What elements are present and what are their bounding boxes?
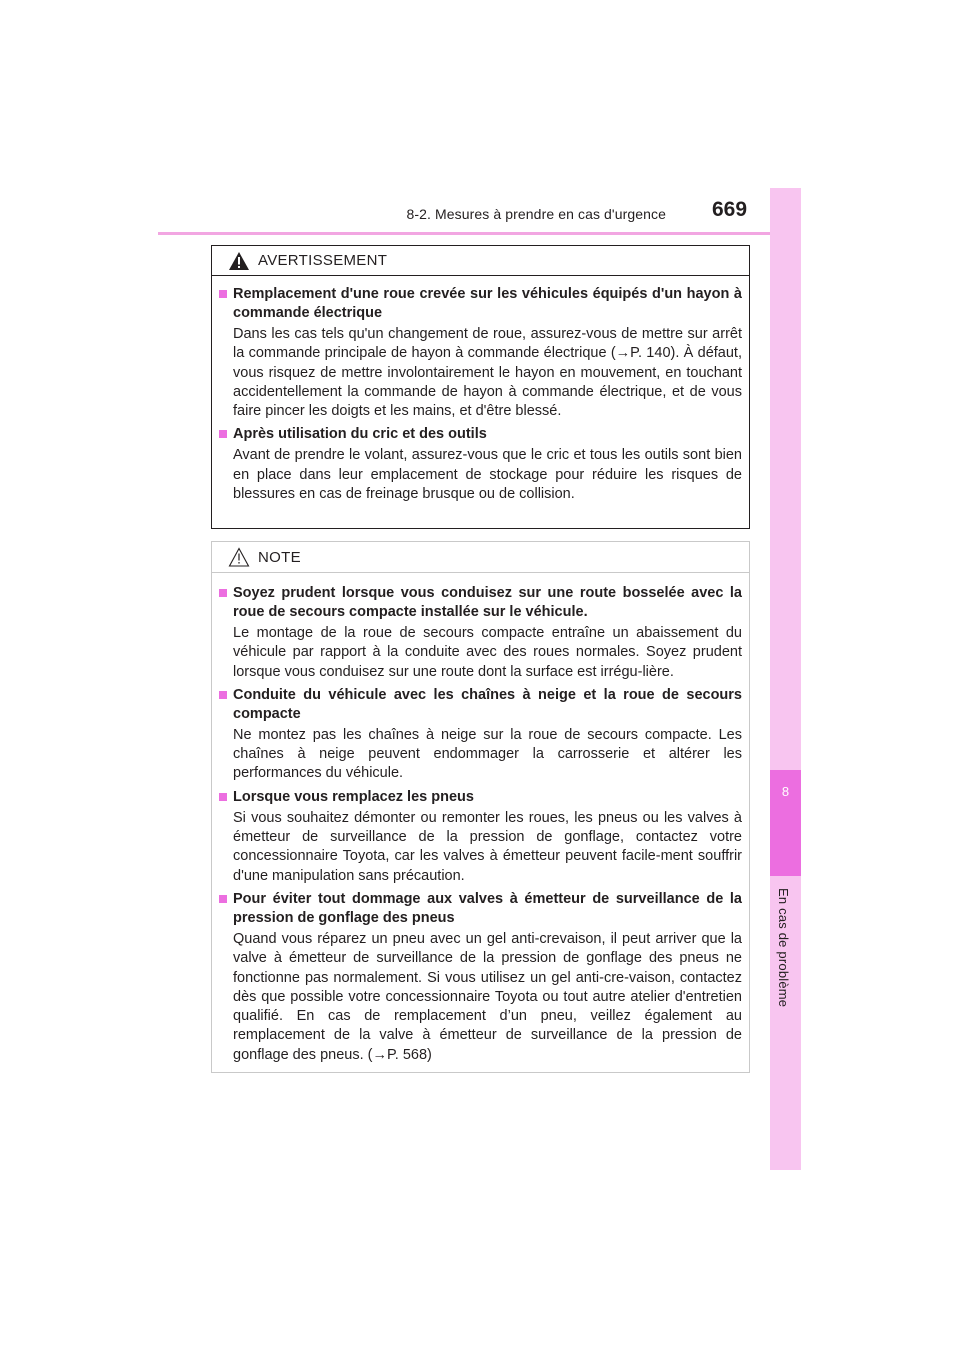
section-title: 8-2. Mesures à prendre en cas d'urgence (406, 206, 666, 222)
bullet-square-icon (219, 430, 227, 438)
note-item-title-row (217, 584, 742, 622)
note-item (217, 584, 742, 682)
note-item-title: Conduite du véhicule avec les chaînes à neige et la roue de secours compacte (233, 686, 742, 722)
warning-item-title: Après utilisation du cric et des outils (233, 426, 487, 443)
caution-triangle-icon (228, 547, 250, 567)
bullet-square-icon (219, 691, 227, 699)
warning-body (212, 276, 749, 504)
chapter-number-box (770, 770, 801, 876)
warning-item-title-row (217, 425, 742, 444)
warning-item-title: Remplacement d'une roue crevée sur les véhicules équipés d'un hayon à commande électrique (233, 286, 742, 321)
chapter-number: 8 (781, 784, 790, 799)
warning-triangle-icon (228, 251, 250, 271)
warning-item-title-row (217, 285, 742, 323)
header-rule (158, 232, 800, 235)
note-item-text: Ne montez pas les chaînes à neige sur la roue de secours compacte. Les chaînes à neige peuvent endommager la carrosserie et altérer les performances du véhicule. (233, 726, 742, 782)
page-number: 669 (712, 198, 748, 221)
note-label: NOTE (258, 548, 301, 566)
note-item-text: Quand vous réparez un pneu avec un gel anti-crevaison, il peut arriver que la valve à émetteur de surveillance de la pression de gonflage des pneus ne fonctionne pas normalement. Si vous utilisez un gel anti-cre-vaison, contactez dès que possible votre concessionnaire Toyota ou tout autre atelier d'entretien qualifié. En cas de remplacement d’un pneu, veillez également au remplacement de la valve à émetteur de surveillance de la pression de gonflage des pneus. (→P. 568) (233, 930, 742, 1063)
note-item-title-row (217, 686, 742, 724)
note-item-title: Soyez prudent lorsque vous conduisez sur une route bosselée avec la roue de secours compacte installée sur le véhicule. (233, 585, 742, 620)
warning-box (211, 245, 750, 529)
note-item-title: Pour éviter tout dommage aux valves à émetteur de surveillance de la pression de gonflage des pneus (233, 890, 742, 926)
warning-item-text: Dans les cas tels qu'un changement de roue, assurez-vous de mettre sur arrêt la commande principale de hayon à commande électrique (→P. 140). À défaut, vous risquez de mettre involontairement le hayon en mouvement, en touchant accidentellement la commande de hayon à commande électrique, et de vous faire pincer les doigts et les mains, et d'être blessé. (233, 326, 742, 420)
bullet-square-icon (219, 290, 227, 298)
note-item-title-row (217, 890, 742, 928)
warning-item (217, 425, 742, 504)
note-item-title-row (217, 788, 742, 807)
note-item-text: Si vous souhaitez démonter ou remonter les roues, les pneus ou les valves à émetteur de surveillance de la pression de gonflage, contactez votre concessionnaire Toyota, car les valves à émetteur peuvent facile-ment souffrir d'une manipulation sans précaution. (233, 809, 742, 884)
note-body (212, 573, 749, 1065)
note-header (212, 542, 749, 573)
warning-item (217, 285, 742, 421)
warning-item-text: Avant de prendre le volant, assurez-vous que le cric et tous les outils sont bien en place dans leur emplacement de stockage pour réduire les risques de blessures en cas de freinage brusque ou de collision. (233, 447, 742, 503)
note-item (217, 686, 742, 784)
note-item (217, 890, 742, 1065)
note-item-text: Le montage de la roue de secours compacte entraîne un abaissement du véhicule par rapport à la conduite avec des roues normales. Soyez prudent lorsque vous conduisez sur une route dont la surface est irrégu-lière. (233, 625, 742, 680)
bullet-square-icon (219, 589, 227, 597)
bullet-square-icon (219, 895, 227, 903)
bullet-square-icon (219, 793, 227, 801)
warning-header (212, 246, 749, 276)
chapter-label: En cas de problème (776, 888, 791, 1008)
note-box (211, 541, 750, 1073)
note-item-title: Lorsque vous remplacez les pneus (233, 788, 474, 805)
chapter-side-tab (770, 188, 801, 1170)
note-item (217, 788, 742, 886)
warning-label: AVERTISSEMENT (258, 252, 388, 269)
